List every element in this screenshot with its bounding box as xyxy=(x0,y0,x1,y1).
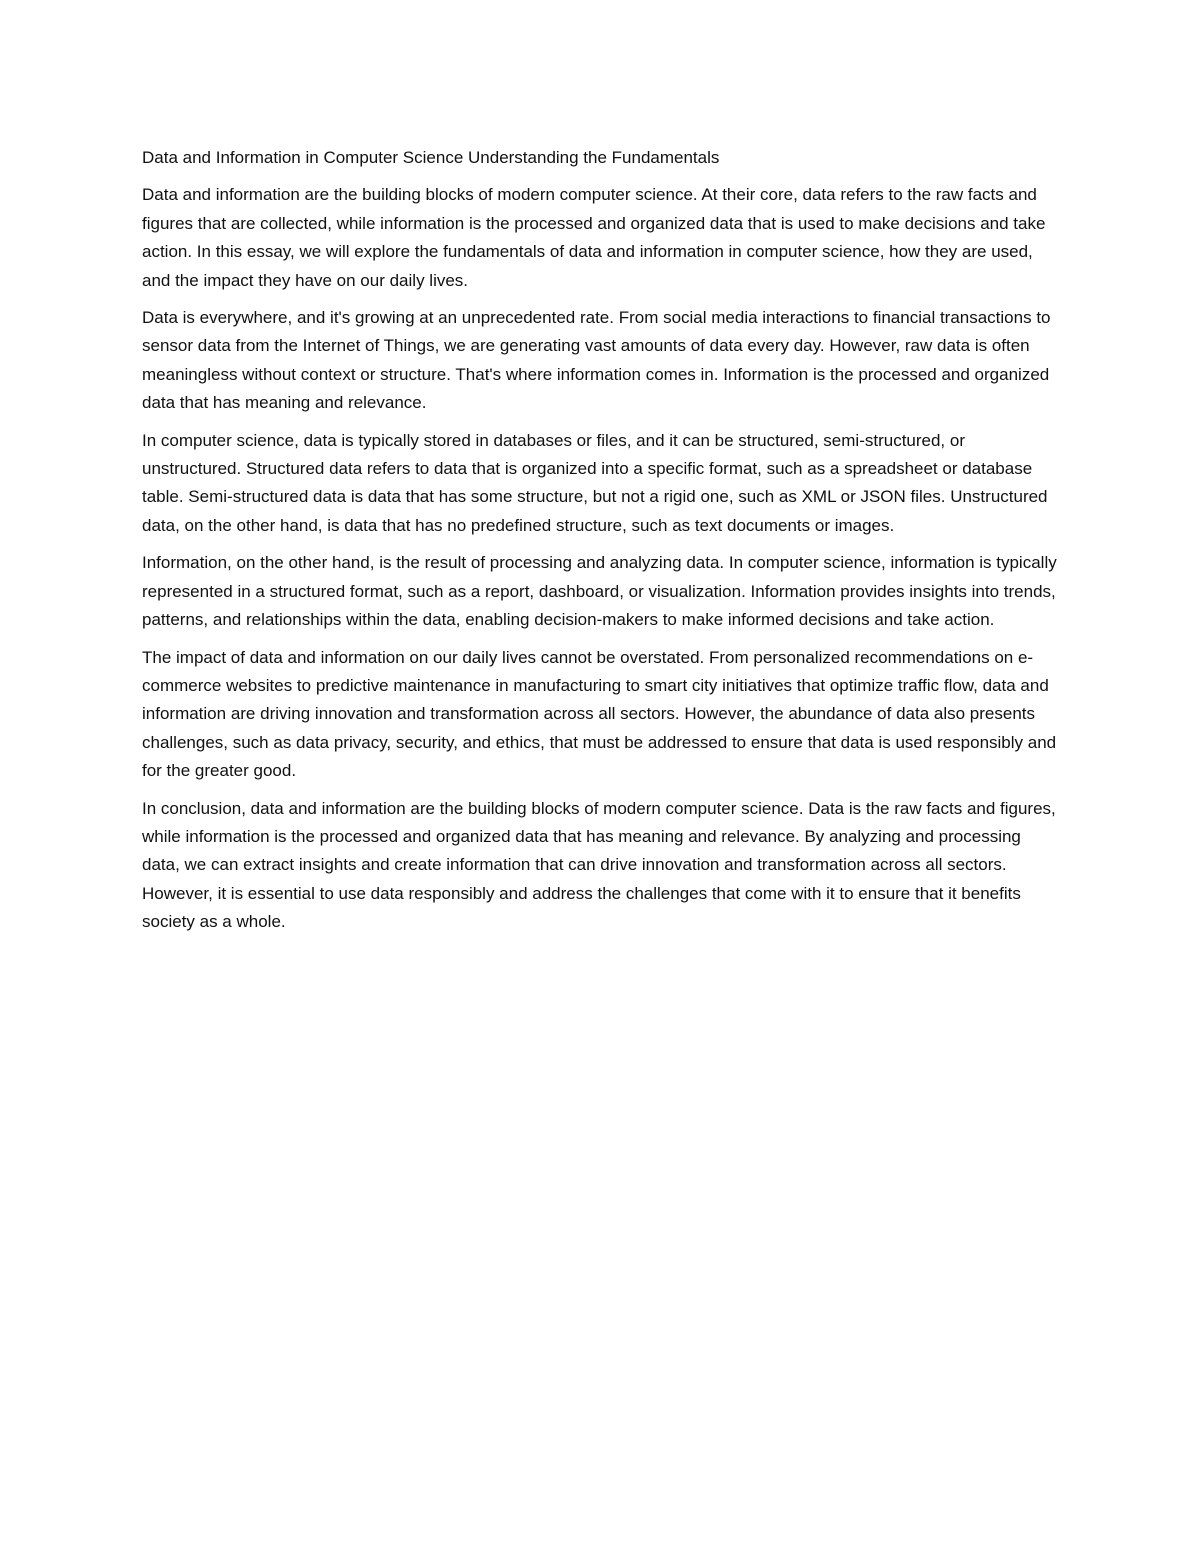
paragraph-data-storage: In computer science, data is typically stored in databases or files, and it can be structured, semi-structured, or unstructured. Structured data refers to data that is organized into a specific format, such as a spreadsheet or database table. Semi-structured data is data that has some structure, but not a rigid one, such as XML or JSON files. Unstructured data, on the other hand, is data that has no predefined structure, such as text documents or images. xyxy=(142,430,1048,535)
paragraph-intro: Data and information are the building blocks of modern computer science. At their core, data refers to the raw facts and figures that are collected, while information is the processed and organized data that is used to make decisions and take action. In this essay, we will explore the fundamentals of data and information in computer science, how they are used, and the impact they have on our daily lives. xyxy=(142,185,1046,290)
paragraph-conclusion: In conclusion, data and information are the building blocks of modern computer science. Data is the raw facts and figures, while information is the processed and organized data that has meaning and relevance. By analyzing and processing data, we can extract insights and create information that can drive innovation and transformation across all sectors. However, it is essential to use data responsibly and address the challenges that come with it to ensure that it benefits society as a whole. xyxy=(142,798,1056,932)
paragraph-impact: The impact of data and information on our daily lives cannot be overstated. From personalized recommendations on e-commerce websites to predictive maintenance in manufacturing to smart city initiatives that optimize traffic flow, data and information are driving innovation and transformation across all sectors. However, the abundance of data also presents challenges, such as data privacy, security, and ethics, that must be addressed to ensure that data is used responsibly and for the greater good. xyxy=(142,647,1057,781)
paragraph-information: Information, on the other hand, is the result of processing and analyzing data. In computer science, information is typically represented in a structured format, such as a report, dashboard, or visualization. Information provides insights into trends, patterns, and relationships within the data, enabling decision-makers to make informed decisions and take action. xyxy=(142,553,1057,630)
paragraph-data-everywhere: Data is everywhere, and it's growing at an unprecedented rate. From social media interactions to financial transactions to sensor data from the Internet of Things, we are generating vast amounts of data every day. However, raw data is often meaningless without context or structure. That's where information comes in. Information is the processed and organized data that has meaning and relevance. xyxy=(142,308,1051,413)
document-body xyxy=(142,144,1060,946)
document-title: Data and Information in Computer Science Understanding the Fundamentals xyxy=(142,148,720,167)
